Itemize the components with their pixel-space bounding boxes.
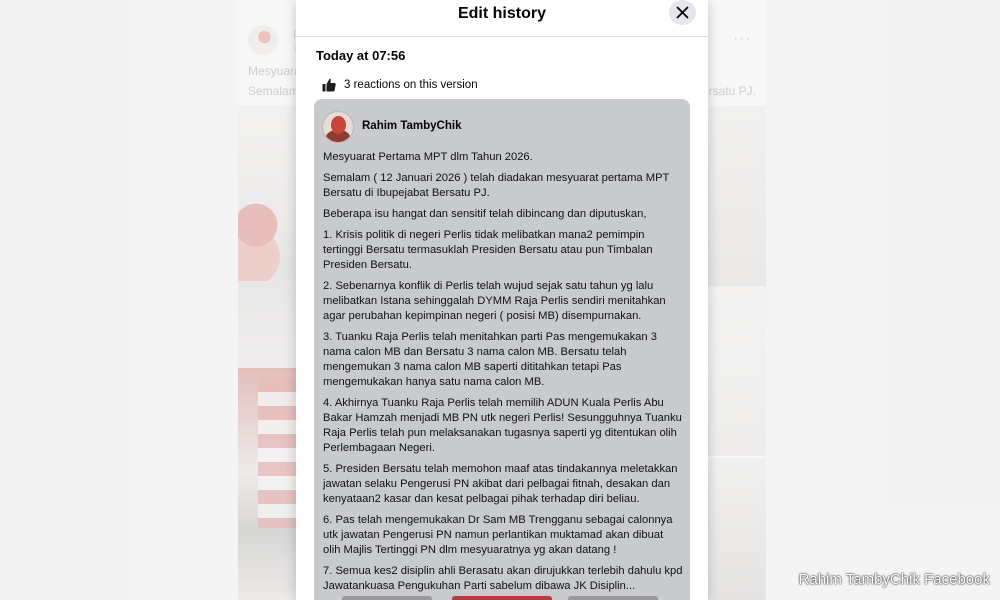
post-paragraph: Mesyuarat Pertama MPT dlm Tahun 2026. (323, 151, 533, 163)
post-paragraph: 7. Semua kes2 disiplin ahli Berasatu akan dirujukkan terlebih dahulu kpd Jawatankuasa Pengukuhan Parti sabelum dibawa JK Disiplin... (323, 565, 683, 592)
post-text (323, 150, 683, 600)
avatar[interactable] (322, 111, 354, 143)
edit-history-dialog (296, 0, 708, 600)
post-version-card (314, 99, 690, 600)
dialog-header (296, 0, 708, 37)
avatar-face (331, 116, 346, 134)
close-button[interactable] (669, 0, 696, 25)
post-paragraph: Semalam ( 12 Januari 2026 ) telah diadakan mesyuarat pertama MPT Bersatu di Ibupejabat Bersatu PJ. (323, 172, 670, 199)
dialog-title: Edit history (457, 5, 546, 22)
post-paragraph: 6. Pas telah mengemukakan Dr Sam MB Trengganu sebagai calonnya utk jawatan Pengerusi PN namun perlantikan muktamad akan dibuat olih Majlis Tertinggi PN dlm mesyuaratnya yg akan datang ! (323, 514, 673, 556)
attachment-thumbnail[interactable] (568, 596, 658, 600)
version-timestamp: Today at 07:56 (316, 48, 406, 63)
watermark: Rahim TambyChik Facebook (798, 571, 990, 588)
post-paragraph: 2. Sebenarnya konflik di Perlis telah wujud sejak satu tahun yg lalu melibatkan Istana sehinggalah DYMM Raja Perlis sendiri menitahkan agar perubahan kepimpinan negeri ( posisi MB) disempurnakan. (323, 280, 666, 322)
close-icon (676, 6, 689, 19)
post-paragraph: Beberapa isu hangat dan sensitif telah dibincang dan diputuskan, (323, 208, 647, 220)
reactions-count-text: 3 reactions on this version (344, 79, 478, 91)
post-paragraph: 1. Krisis politik di negeri Perlis tidak melibatkan mana2 pemimpin tertinggi Bersatu termasuklah Presiden Bersatu atau pun Timbalan Presiden Bersatu. (323, 229, 653, 271)
post-paragraph: 3. Tuanku Raja Perlis telah menitahkan parti Pas mengemukakan 3 nama calon MB dan Bersatu 3 nama calon MB. Bersatu telah mengemukan 3 nama calon MB saperti dititahkan tetapi Pas mengemukakan hanya satu nama calon MB. (323, 331, 657, 388)
post-paragraph: 4. Akhirnya Tuanku Raja Perlis telah memilih ADUN Kuala Perlis Abu Bakar Hamzah menjadi MB PN utk negeri Perlis! Sesungguhnya Tuanku Raja Perlis telah pun melaksanakan tugasnya saperti yg ditentukan olih Perlembagaan Negeri. (323, 397, 682, 454)
post-author-name[interactable]: Rahim TambyChik (362, 120, 462, 132)
post-paragraph: 5. Presiden Bersatu telah memohon maaf atas tindakannya meletakkan jawatan selaku Pengerusi PN akibat dari pelbagai fitnah, desakan dan kenyataan2 kasar dan kesat pelbagai pihak terhadap diri beliau. (323, 463, 678, 505)
thumbs-up-icon (322, 78, 336, 92)
attachment-thumbnail[interactable] (452, 596, 552, 600)
attachment-thumbnail[interactable] (342, 596, 432, 600)
